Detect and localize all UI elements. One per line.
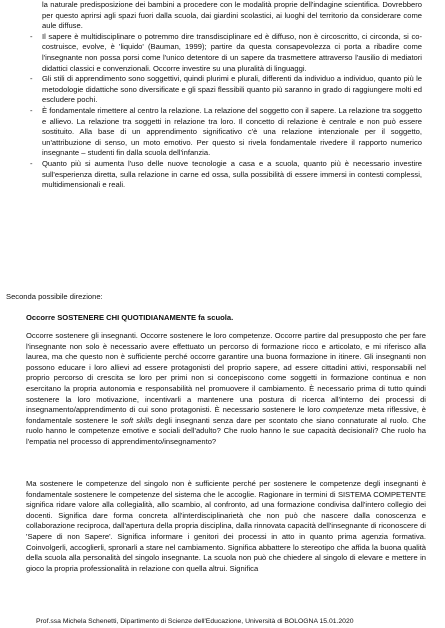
- emphasis-soft-skills: soft skills: [120, 415, 153, 425]
- section-intro: Seconda possibile direzione:: [6, 292, 103, 301]
- paragraph-text: meta riflessive, è fondamentale sostenere le: [26, 405, 426, 425]
- list-item-text: Gli stili di apprendimento sono soggettivi, quindi plurimi e plurali, differenti da individuo a individuo, quanto più le metodologie didattiche sono diversificate e gli spazi flessibili quanto più saranno in grado di raggiungere molti ed escludere pochi.: [42, 74, 422, 105]
- bullet-dash: -: [30, 74, 33, 84]
- list-item: [22, 74, 422, 106]
- paragraph-sistema-competente: Ma sostenere le competenze del singolo non è sufficiente perché per sostenere le competenze degli insegnanti è fondamentale sostenere le competenze del sistema che le accoglie. Ragionare in termini di SISTEMA COMPETENTE significa ridare valore alla collegialità, allo scambio, al confronto, ad una formazione condivisa dall'intero collegio dei docenti. Significa dare forma concreta all'interdisciplinarietà che non può che nascere dalla conoscenza e collaborazione reciproca, dall'apertura della propria disciplina, dalla rinnovata capacità dell'insegnante di riconoscere di 'Sapere di non Sapere'. Significa informare i genitori dei processi in atto in quanto prima agenzia formativa. Coinvolgerli, accoglierli, spronarli a stare nel cambiamento. Significa abbattere lo stereotipo che affida la buona qualità della scuola alla personalità del singolo insegnante. La scuola non può che chiedere al singolo di elevare e mettere in gioco la propria professionalità in relazione con quella altrui. Significa: [26, 479, 426, 573]
- emphasis-competenze: competenze: [323, 405, 365, 415]
- bullet-dash: -: [30, 158, 33, 168]
- paragraph-text: Occorre sostenere gli insegnanti. Occorre sostenere le loro competenze. Occorre partire dal presupposto che per fare l'insegnante non solo è necessario avere effettuato un percorso di formazione ricco e articolato, e mi riferisco alla laurea, ma che questo non è sufficiente perché occorre garantire una buona formazione in itinere. Gli insegnanti non possono educare i loro allievi ad essere protagonisti del proprio sapere, ad essere cittadini attivi, responsabili nel proprio percorso di crescita se loro per primi non si concepiscono come soggetti in formazione continua e non esercitano la propria autonomia e responsabilità nel promuovere il cambiamento. È necessario prima di tutto quindi sostenere la loro motivazione, incentivarli a mantenere una postura di ricerca all'interno dei processi di insegnamento/apprendimento di cui sono protagonisti. È necessario sostenere le loro: [26, 331, 426, 415]
- bullet-dash: -: [30, 105, 33, 115]
- list-item: [22, 32, 422, 74]
- list-item-text: Quanto più si aumenta l'uso delle nuove tecnologie a casa e a scuola, quanto più è necessario investire sull'esperienza diretta, sulla relazione in carne ed ossa, sulla possibilità di essere immersi in contesti complessi, multidimensionali e reali.: [42, 158, 422, 190]
- page-footer: Prof.ssa Michela Schenetti, Dipartimento di Scienze dell'Educazione, Università di BOLOGNA 15.01.2020: [36, 618, 354, 625]
- paragraph-text: degli insegnanti senza dare per scontato che siano connaturate al ruolo. Che ruolo hanno le competenze emotive e sociali dell'adulto? Che ruolo hanno le sue capacità decisionali? Che ruolo ha l'empatia nel processo di apprendimento/insegnamento?: [26, 415, 427, 446]
- list-item: [22, 106, 422, 159]
- bullet-dash: -: [30, 31, 33, 41]
- intro-line-1: la naturale predisposizione dei bambini a procedere con le modalità proprie dell'indagine scientifica.: [42, 0, 380, 9]
- list-item-text: È fondamentale rimettere al centro la relazione. La relazione del soggetto con il sapere. La relazione tra soggetto e allievo. La relazione tra soggetti in relazione tra loro. Il concetto di relazione è centrale e non può essere sostituito. Alla base di un apprendimento significativo c'è una relazione intenzionale per il soggetto, un'attribuzione di senso, un moto emotivo. Per questo si rivela fondamentale rivedere il rapporto numerico insegnante – studenti fin dalla scuola dell'infanzia.: [42, 105, 422, 158]
- principles-list: [22, 0, 422, 191]
- intro-line-2: Dovrebbero per questo aprirsi agli spazi fuori dalla scuola, dai giardini scolastici, ai luoghi del territorio da considerare come aule diffuse.: [42, 0, 422, 31]
- section-heading: Occorre SOSTENERE CHI QUOTIDIANAMENTE fa scuola.: [26, 313, 234, 322]
- list-item: [22, 159, 422, 191]
- intro-continuation: [22, 0, 422, 32]
- paragraph-sostenere-insegnanti: [26, 331, 426, 448]
- list-item-text: Il sapere è multidisciplinare o potremmo dire transdisciplinare ed è diffuso, non è circoscritto, ci circonda, si co-costruisce, evolve, è 'liquido' (Bauman, 1999); partire da questa consapevolezza ci porta a ribadire come l'insegnante non possa porsi come l'unico detentore di un sapere da trasmettere attraverso l'ausilio di mediatori didattici classici e convenzionali. Occorre investire su una pluralità di linguaggi.: [42, 31, 422, 73]
